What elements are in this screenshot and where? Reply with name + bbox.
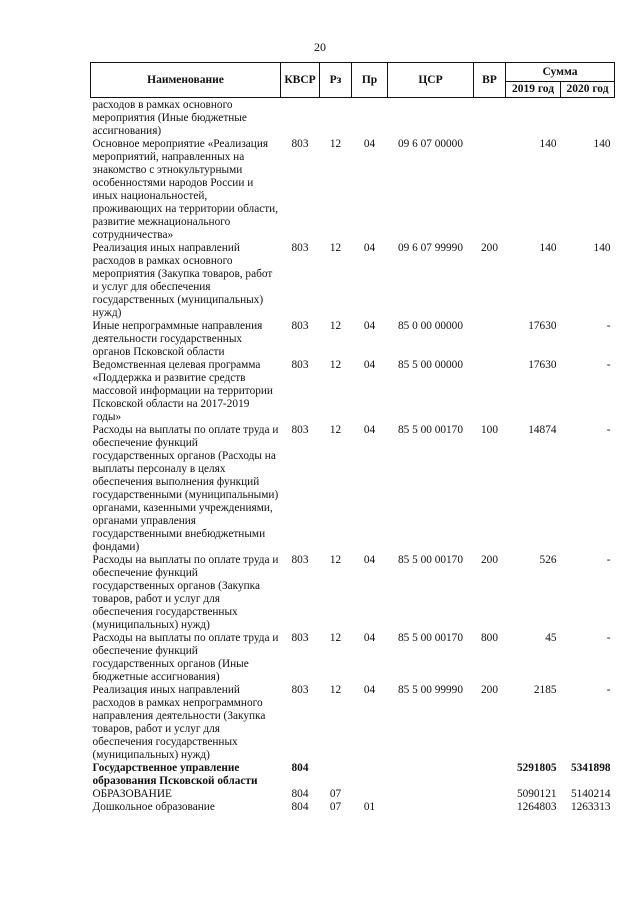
- cell-csr: 85 0 00 00000: [398, 320, 463, 332]
- cell-y2020: -: [606, 320, 611, 332]
- cell-kvsr: 803: [291, 632, 309, 644]
- cell-y2019: [506, 98, 561, 139]
- header-rz: Рз: [320, 63, 352, 98]
- cell-kvsr: 804: [291, 762, 309, 774]
- table-header: [91, 63, 615, 98]
- cell-vr: 200: [481, 554, 498, 566]
- cell-pr: [352, 788, 388, 801]
- cell-kvsr: 803: [291, 424, 309, 436]
- cell-rz: 12: [329, 242, 342, 254]
- cell-pr: 04: [363, 359, 376, 371]
- header-kvsr: КВСР: [281, 63, 320, 98]
- cell-vr: [474, 762, 506, 788]
- page-number: 20: [314, 40, 326, 54]
- cell-pr: 04: [363, 554, 376, 566]
- cell-y2019: 2185: [533, 684, 557, 696]
- cell-rz: 12: [329, 138, 342, 150]
- header-year-2019: 2019 год: [506, 82, 561, 98]
- cell-vr: [474, 98, 506, 139]
- header-pr: Пр: [352, 63, 388, 98]
- cell-y2019: 526: [539, 554, 557, 566]
- cell-kvsr: [281, 98, 320, 139]
- cell-rz: 12: [329, 359, 342, 371]
- cell-y2019: 17630: [528, 320, 557, 332]
- cell-rz: 12: [329, 632, 342, 644]
- table-row: [91, 242, 615, 320]
- cell-kvsr: 803: [291, 554, 309, 566]
- cell-pr: [352, 98, 388, 139]
- header-vr: ВР: [474, 63, 506, 98]
- table-row: [91, 632, 615, 684]
- table-row: [91, 801, 615, 814]
- cell-pr: 04: [363, 138, 376, 150]
- cell-pr: 04: [363, 320, 376, 332]
- cell-vr: 200: [481, 242, 498, 254]
- cell-vr: [474, 801, 506, 814]
- table-row: [91, 684, 615, 762]
- cell-csr: 09 6 07 99990: [398, 242, 463, 254]
- cell-y2019: 17630: [528, 359, 557, 371]
- cell-y2020: 140: [593, 242, 611, 254]
- cell-y2020: -: [606, 424, 611, 436]
- table-row: [91, 320, 615, 359]
- cell-vr: [474, 138, 506, 242]
- header-year-2020: 2020 год: [561, 82, 615, 98]
- table-row: [91, 788, 615, 801]
- cell-csr: [388, 801, 474, 814]
- cell-y2019: 14874: [528, 424, 557, 436]
- cell-pr: 04: [363, 684, 376, 696]
- cell-name: Иные непрограммные направления деятельности государственных органов Псковской области: [92, 320, 263, 358]
- cell-name: Основное мероприятие «Реализация мероприятий, направленных на знакомство с этнокультурными особенностями народов России и иных национальностей, проживающих на территории области, развитие межнационального сотрудничества»: [92, 138, 279, 241]
- cell-csr: 85 5 00 00170: [398, 632, 463, 644]
- table-body: [91, 98, 615, 815]
- cell-kvsr: 803: [291, 359, 309, 371]
- cell-name: Ведомственная целевая программа «Поддержка и развитие средств массовой информации на территории Псковской области на 2017-2019 годы»: [92, 359, 273, 423]
- budget-table: [90, 62, 615, 814]
- cell-pr: 04: [363, 242, 376, 254]
- cell-csr: 85 5 00 99990: [398, 684, 463, 696]
- header-sum: Сумма: [506, 63, 615, 82]
- cell-y2020: 5140214: [570, 788, 611, 800]
- cell-vr: 800: [481, 632, 498, 644]
- cell-csr: 85 5 00 00000: [398, 359, 463, 371]
- cell-kvsr: 803: [291, 684, 309, 696]
- cell-name: Расходы на выплаты по оплате труда и обеспечение функций государственных органов (Расходы на выплаты персоналу в целях обеспечения выполнения функций государственными (муниципальными) органами, казенными учреждениями, органами управления государственными внебюджетными фондами): [92, 424, 279, 553]
- cell-pr: 01: [363, 801, 376, 813]
- header-csr: ЦСР: [388, 63, 474, 98]
- cell-name: Расходы на выплаты по оплате труда и обеспечение функций государственных органов (Закупка товаров, работ и услуг для обеспечения государственных (муниципальных) нужд): [92, 554, 279, 631]
- cell-name: Дошкольное образование: [92, 801, 215, 813]
- table-row: [91, 554, 615, 632]
- cell-name: Расходы на выплаты по оплате труда и обеспечение функций государственных органов (Иные бюджетные ассигнования): [92, 632, 279, 683]
- cell-vr: 100: [481, 424, 498, 436]
- cell-rz: 07: [329, 788, 342, 800]
- cell-kvsr: 803: [291, 242, 309, 254]
- cell-y2020: 140: [593, 138, 611, 150]
- cell-kvsr: 804: [291, 788, 309, 800]
- cell-rz: 12: [329, 554, 342, 566]
- table-row: [91, 138, 615, 242]
- cell-csr: [388, 762, 474, 788]
- cell-pr: 04: [363, 424, 376, 436]
- cell-csr: [388, 98, 474, 139]
- cell-pr: 04: [363, 632, 376, 644]
- cell-kvsr: 804: [291, 801, 309, 813]
- cell-csr: 85 5 00 00170: [398, 554, 463, 566]
- table-row: [91, 762, 615, 788]
- cell-y2019: 5090121: [516, 788, 557, 800]
- cell-name: ОБРАЗОВАНИЕ: [92, 788, 172, 800]
- cell-vr: 200: [481, 684, 498, 696]
- header-name: Наименование: [91, 63, 281, 98]
- cell-rz: 07: [329, 801, 342, 813]
- cell-vr: [474, 788, 506, 801]
- table-row: [91, 98, 615, 139]
- cell-y2020: -: [606, 554, 611, 566]
- cell-y2019: 45: [545, 632, 557, 644]
- cell-name: Реализация иных направлений расходов в рамках основного мероприятия (Закупка товаров, работ и услуг для обеспечения государственных (муниципальных) нужд): [92, 242, 273, 319]
- cell-y2020: 5341898: [570, 762, 611, 774]
- cell-y2019: 1264803: [516, 801, 557, 813]
- cell-csr: [388, 788, 474, 801]
- cell-y2020: -: [606, 684, 611, 696]
- cell-y2020: -: [606, 632, 611, 644]
- cell-y2019: 140: [539, 242, 557, 254]
- cell-csr: 09 6 07 00000: [398, 138, 463, 150]
- table-row: [91, 359, 615, 424]
- cell-y2020: -: [606, 359, 611, 371]
- cell-vr: [474, 320, 506, 359]
- table-row: [91, 424, 615, 554]
- cell-y2020: 1263313: [570, 801, 611, 813]
- cell-name: Государственное управление образования Псковской области: [92, 762, 258, 787]
- cell-y2020: [561, 98, 615, 139]
- cell-csr: 85 5 00 00170: [398, 424, 463, 436]
- cell-kvsr: 803: [291, 320, 309, 332]
- cell-rz: 12: [329, 424, 342, 436]
- cell-rz: 12: [329, 320, 342, 332]
- cell-rz: 12: [329, 684, 342, 696]
- cell-y2019: 140: [539, 138, 557, 150]
- cell-rz: [320, 762, 352, 788]
- cell-y2019: 5291805: [516, 762, 557, 774]
- cell-vr: [474, 359, 506, 424]
- cell-name: расходов в рамках основного мероприятия (Иные бюджетные ассигнования): [92, 99, 247, 137]
- cell-name: Реализация иных направлений расходов в рамках непрограммного направления деятельности (Закупка товаров, работ и услуг для обеспечения государственных (муниципальных) нужд): [92, 684, 266, 761]
- cell-rz: [320, 98, 352, 139]
- cell-kvsr: 803: [291, 138, 309, 150]
- cell-pr: [352, 762, 388, 788]
